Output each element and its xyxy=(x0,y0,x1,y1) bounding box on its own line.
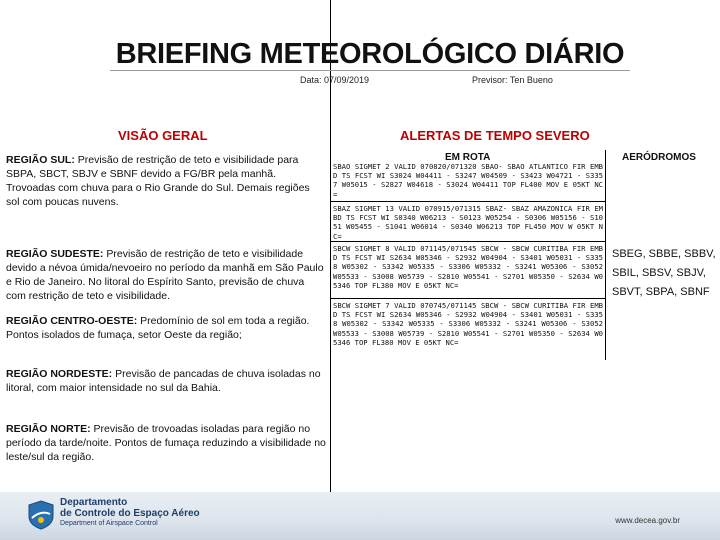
decea-shield-icon xyxy=(28,500,54,530)
row-divider-2 xyxy=(330,241,605,242)
region-sudeste: REGIÃO SUDESTE: Previsão de restrição de teto e visibilidade devido a névoa úmida/nevoeiro no período da manhã em São Paulo e Rio de Janeiro. No litoral do Espírito Santo, previsão de chuva com restrição de teto e visibilidade. xyxy=(6,248,324,302)
region-norte: REGIÃO NORTE: Previsão de trovoadas isoladas para região no período da tarde/noite. Pontos de fumaça reduzindo a visibilidade no leste/sul da região. xyxy=(6,423,326,463)
dept-line-1: Departamento xyxy=(60,497,128,508)
row-divider-3 xyxy=(330,298,605,299)
briefing-date: Data: 07/09/2019 xyxy=(300,75,370,85)
sigmet-sbaz-13: SBAZ SIGMET 13 VALID 070915/071315 SBAZ- SBAZ AMAZONICA FIR EMBD TS FCST WI S0340 W06213 - S0123 W05254 - S0306 W05156 - S1051 W05455 - S1041 W06014 - S0340 W06213 TOP FL450 MOV W 05KT NC= xyxy=(333,204,603,241)
dept-line-2: de Controle do Espaço Aéreo xyxy=(60,508,200,519)
en-route-header: EM ROTA xyxy=(445,152,491,163)
page-title: BRIEFING METEOROLÓGICO DIÁRIO xyxy=(115,38,625,70)
alerts-heading: ALERTAS DE TEMPO SEVERO xyxy=(400,128,590,143)
region-nordeste: REGIÃO NORDESTE: Previsão de pancadas de chuva isoladas no litoral, com maior intensidade no sul da Bahia. xyxy=(6,368,321,394)
forecaster-name: Previsor: Ten Bueno xyxy=(472,75,553,85)
airport-list-line-3: SBVT, SBPA, SBNF xyxy=(612,286,710,298)
airport-list-line-1: SBEG, SBBE, SBBV, xyxy=(612,248,716,260)
website-link[interactable]: www.decea.gov.br xyxy=(615,516,680,525)
sigmet-sbao-2: SBAO SIGMET 2 VALID 070820/071320 SBAO- SBAO ATLANTICO FIR EMBD TS FCST WI S3024 W04411 - S3247 W04509 - S3423 W04721 - S3357 W05015 - S2827 W04618 - S3024 W04411 TOP FL400 MOV E 05KT NC= xyxy=(333,162,603,199)
sigmet-sbcw-8: SBCW SIGMET 8 VALID 071145/071545 SBCW - SBCW CURITIBA FIR EMBD TS FCST WI S2634 W05346 - S2932 W04904 - S3401 W05031 - S3358 W05302 - S3342 W05335 - S3306 W05332 - S3241 W05306 - S3052 W05533 - S3008 W05739 - S2810 W05541 - S2701 W05350 - S2634 W05346 TOP FL380 MOV E 05KT NC= xyxy=(333,244,603,290)
row-divider-1 xyxy=(330,201,605,202)
overview-heading: VISÃO GERAL xyxy=(118,128,208,143)
left-column-divider xyxy=(330,0,331,492)
airport-list-line-2: SBIL, SBSV, SBJV, xyxy=(612,267,706,279)
region-sul: REGIÃO SUL: Previsão de restrição de teto e visibilidade para SBPA, SBCT, SBJV e SBNF devido a FG/BR pela manhã. Trovoadas com chuva para o Rio Grande do Sul. Demais regiões sol com poucas nuvens. xyxy=(6,154,310,208)
right-column-divider xyxy=(605,150,606,360)
dept-line-3: Department of Airspace Control xyxy=(60,520,158,527)
sigmet-sbcw-7: SBCW SIGMET 7 VALID 070745/071145 SBCW - SBCW CURITIBA FIR EMBD TS FCST WI S2634 W05346 - S2932 W04904 - S3401 W05031 - S3358 W05302 - S3342 W05335 - S3306 W05332 - S3241 W05306 - S3052 W05533 - S3008 W05739 - S2810 W05541 - S2701 W05350 - S2634 W05346 TOP FL380 MOV E 05KT NC= xyxy=(333,301,603,347)
airports-header: AERÓDROMOS xyxy=(622,152,696,163)
region-centro-oeste: REGIÃO CENTRO-OESTE: Predomínio de sol em toda a região. Pontos isolados de fumaça, setor Oeste da região; xyxy=(6,315,310,341)
